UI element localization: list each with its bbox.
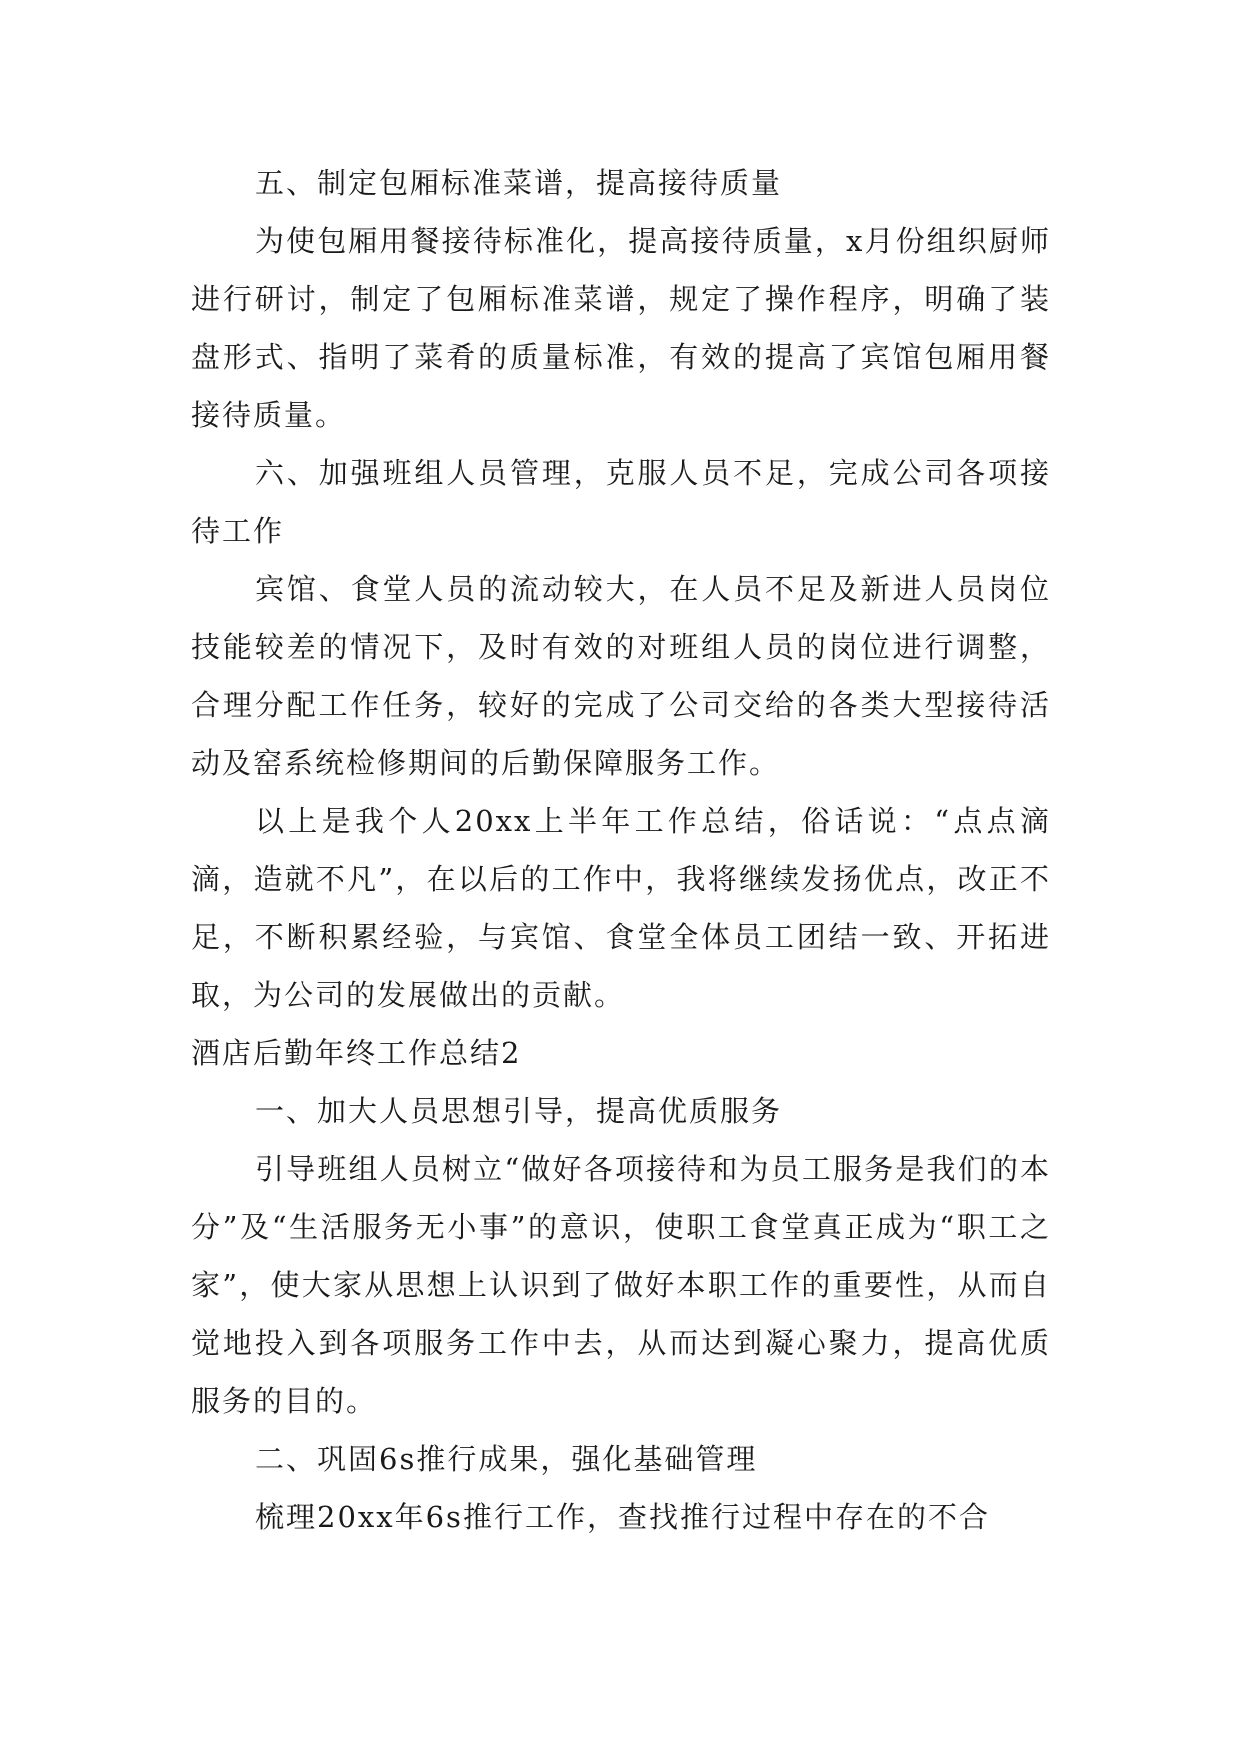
paragraph: 以上是我个人20xx上半年工作总结，俗话说：“点点滴滴，造就不凡”，在以后的工作中，我将继续发扬优点，改正不足，不断积累经验，与宾馆、食堂全体员工团结一致、开拓进取，为公司的发展做出的贡献。 bbox=[191, 804, 1051, 1012]
paragraph: 引导班组人员树立“做好各项接待和为员工服务是我们的本分”及“生活服务无小事”的意识，使职工食堂真正成为“职工之家”，使大家从思想上认识到了做好本职工作的重要性，从而自觉地投入到各项服务工作中去，从而达到凝心聚力，提高优质服务的目的。 bbox=[191, 1152, 1051, 1418]
paragraph: 梳理20xx年6s推行工作，查找推行过程中存在的不合 bbox=[255, 1500, 990, 1534]
section-title: 酒店后勤年终工作总结2 bbox=[191, 1036, 522, 1070]
heading-five: 五、制定包厢标准菜谱，提高接待质量 bbox=[255, 166, 783, 200]
heading-one: 一、加大人员思想引导，提高优质服务 bbox=[255, 1094, 783, 1128]
paragraph: 为使包厢用餐接待标准化，提高接待质量，x月份组织厨师进行研讨，制定了包厢标准菜谱，规定了操作程序，明确了装盘形式、指明了菜肴的质量标准，有效的提高了宾馆包厢用餐接待质量。 bbox=[191, 224, 1051, 432]
paragraph: 宾馆、食堂人员的流动较大，在人员不足及新进人员岗位技能较差的情况下，及时有效的对班组人员的岗位进行调整，合理分配工作任务，较好的完成了公司交给的各类大型接待活动及窑系统检修期间的后勤保障服务工作。 bbox=[191, 572, 1051, 780]
document-body bbox=[191, 154, 1051, 1546]
heading-six: 六、加强班组人员管理，克服人员不足，完成公司各项接待工作 bbox=[191, 456, 1051, 548]
heading-two: 二、巩固6s推行成果，强化基础管理 bbox=[255, 1442, 758, 1476]
